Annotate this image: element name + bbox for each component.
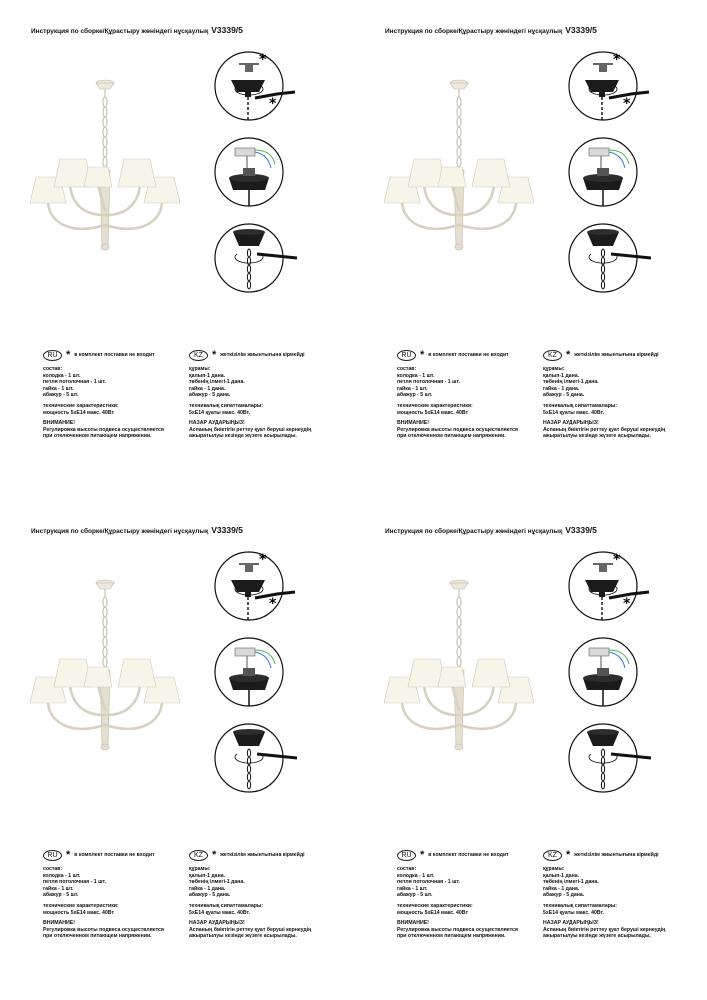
ru-composition-title: состав: (43, 366, 63, 372)
kz-star-note: жеткізілім жиынтығына кірмейді (220, 852, 305, 859)
asterisk-icon: * (613, 52, 621, 68)
kz-section: KZ * жеткізілім жиынтығына кірмейді құрамы: қалып-1 дана. төбенің ілмегі-1 дана. гайка - 1 дана. абажур - 5 дана. техникалық сипаттамалары: 5хЕ14 қуаты макс. 40Вт. НАЗАР АУДАРЫҢЫЗ! Аспаның биіктігін реттеу қуат беруші кернеудің ажыратылуы кезінде жүзеге асырылады. (189, 349, 312, 440)
asterisk-icon: * (566, 349, 571, 361)
kz-composition-title: құрамы: (543, 866, 565, 872)
kz-composition-title: құрамы: (543, 366, 565, 372)
step-1-canopy-mount (569, 552, 649, 620)
ru-badge: RU (43, 350, 62, 361)
kz-star-note: жеткізілім жиынтығына кірмейді (574, 352, 659, 359)
asterisk-icon: * (623, 96, 631, 112)
assembly-steps (207, 550, 297, 800)
kz-badge: KZ (189, 350, 208, 361)
kz-tech-title: техникалық сипаттамалары: (543, 902, 618, 909)
ru-tech-title: технические характеристики: (397, 402, 473, 409)
asterisk-icon: * (613, 552, 621, 568)
ru-tech-title: технические характеристики: (43, 902, 119, 909)
kz-section: KZ * жеткізілім жиынтығына кірмейді құрамы: қалып-1 дана. төбенің ілмегі-1 дана. гайка - 1 дана. абажур - 5 дана. техникалық сипаттамалары: 5хЕ14 қуаты макс. 40Вт. НАЗАР АУДАРЫҢЫЗ! Аспаның биіктігін реттеу қуат беруші кернеудің ажыратылуы кезінде жүзеге асырылады. (189, 849, 312, 940)
asterisk-icon: * (212, 849, 217, 861)
ru-star-note: в комплект поставки не входит (428, 852, 509, 859)
chandelier-illustration (30, 75, 180, 255)
ru-section: RU * в комплект поставки не входит состав: колодка - 1 шт. петля потолочная - 1 шт. гайка - 1 шт. абажур - 5 шт. технические характеристики: мощность 5хЕ14 макс. 40Вт ВНИМАНИЕ! Регулировка высоты подвеса осуществляется при отключенном питающем напряжении. (397, 349, 518, 440)
kz-badge: KZ (543, 350, 562, 361)
asterisk-icon: * (259, 552, 267, 568)
ru-star-note: в комплект поставки не входит (428, 352, 509, 359)
kz-star-note: жеткізілім жиынтығына кірмейді (574, 852, 659, 859)
step-1-canopy-mount (569, 52, 649, 120)
page-title: Инструкция по сборке/Құрастыру жөніндегі нұсқаулық V3339/5 (31, 25, 243, 35)
ru-tech-title: технические характеристики: (43, 402, 119, 409)
model-number: V3339/5 (211, 525, 243, 535)
ru-section: RU * в комплект поставки не входит состав: колодка - 1 шт. петля потолочная - 1 шт. гайка - 1 шт. абажур - 5 шт. технические характеристики: мощность 5хЕ14 макс. 40Вт ВНИМАНИЕ! Регулировка высоты подвеса осуществляется при отключенном питающем напряжении. (397, 849, 518, 940)
kz-badge: KZ (543, 850, 562, 861)
instruction-panel-4 (354, 500, 707, 1000)
asterisk-icon: * (259, 52, 267, 68)
ru-badge: RU (43, 850, 62, 861)
kz-warning-title: НАЗАР АУДАРЫҢЫЗ! (543, 920, 599, 927)
model-number: V3339/5 (211, 25, 243, 35)
page-title: Инструкция по сборке/Құрастыру жөніндегі нұсқаулық V3339/5 (31, 525, 243, 535)
kz-composition-title: құрамы: (189, 866, 211, 872)
kz-section: KZ * жеткізілім жиынтығына кірмейді құрамы: қалып-1 дана. төбенің ілмегі-1 дана. гайка - 1 дана. абажур - 5 дана. техникалық сипаттамалары: 5хЕ14 қуаты макс. 40Вт. НАЗАР АУДАРЫҢЫЗ! Аспаның биіктігін реттеу қуат беруші кернеудің ажыратылуы кезінде жүзеге асырылады. (543, 349, 666, 440)
ru-warning-title: ВНИМАНИЕ! (397, 420, 429, 427)
step-3-chain-adjust (569, 224, 651, 292)
kz-warning-title: НАЗАР АУДАРЫҢЫЗ! (189, 920, 245, 927)
kz-star-note: жеткізілім жиынтығына кірмейді (220, 352, 305, 359)
ru-section: RU * в комплект поставки не входит состав: колодка - 1 шт. петля потолочная - 1 шт. гайка - 1 шт. абажур - 5 шт. технические характеристики: мощность 5хЕ14 макс. 40Вт ВНИМАНИЕ! Регулировка высоты подвеса осуществляется при отключенном питающем напряжении. (43, 849, 164, 940)
chandelier-illustration (384, 575, 534, 755)
ru-section: RU * в комплект поставки не входит состав: колодка - 1 шт. петля потолочная - 1 шт. гайка - 1 шт. абажур - 5 шт. технические характеристики: мощность 5хЕ14 макс. 40Вт ВНИМАНИЕ! Регулировка высоты подвеса осуществляется при отключенном питающем напряжении. (43, 349, 164, 440)
model-number: V3339/5 (565, 525, 597, 535)
asterisk-icon: * (269, 596, 277, 612)
kz-section: KZ * жеткізілім жиынтығына кірмейді құрамы: қалып-1 дана. төбенің ілмегі-1 дана. гайка - 1 дана. абажур - 5 дана. техникалық сипаттамалары: 5хЕ14 қуаты макс. 40Вт. НАЗАР АУДАРЫҢЫЗ! Аспаның биіктігін реттеу қуат беруші кернеудің ажыратылуы кезінде жүзеге асырылады. (543, 849, 666, 940)
asterisk-icon: * (66, 349, 71, 361)
asterisk-icon: * (269, 96, 277, 112)
ru-badge: RU (397, 850, 416, 861)
step-2-wiring (569, 138, 637, 206)
step-3-chain-adjust (215, 224, 297, 292)
asterisk-icon: * (212, 349, 217, 361)
asterisk-icon: * (566, 849, 571, 861)
instruction-panel-2 (354, 0, 707, 500)
instruction-panel-3 (0, 500, 353, 1000)
kz-composition-title: құрамы: (189, 366, 211, 372)
page-title: Инструкция по сборке/Құрастыру жөніндегі нұсқаулық V3339/5 (385, 525, 597, 535)
ru-badge: RU (397, 350, 416, 361)
step-2-wiring (215, 638, 283, 706)
step-2-wiring (215, 138, 283, 206)
step-3-chain-adjust (569, 724, 651, 792)
step-2-wiring (569, 638, 637, 706)
ru-star-note: в комплект поставки не входит (74, 352, 155, 359)
model-number: V3339/5 (565, 25, 597, 35)
asterisk-icon: * (66, 849, 71, 861)
ru-star-note: в комплект поставки не входит (74, 852, 155, 859)
assembly-steps (561, 50, 651, 300)
asterisk-icon: * (420, 349, 425, 361)
asterisk-icon: * (420, 849, 425, 861)
ru-composition-title: состав: (43, 866, 63, 872)
ru-warning-title: ВНИМАНИЕ! (397, 920, 429, 927)
assembly-steps (561, 550, 651, 800)
step-3-chain-adjust (215, 724, 297, 792)
instruction-panel-1 (0, 0, 353, 500)
ru-composition-title: состав: (397, 366, 417, 372)
kz-badge: KZ (189, 850, 208, 861)
asterisk-icon: * (623, 596, 631, 612)
step-1-canopy-mount (215, 52, 295, 120)
kz-warning-title: НАЗАР АУДАРЫҢЫЗ! (189, 420, 245, 427)
chandelier-illustration (30, 575, 180, 755)
kz-warning-title: НАЗАР АУДАРЫҢЫЗ! (543, 420, 599, 427)
ru-composition-title: состав: (397, 866, 417, 872)
kz-tech-title: техникалық сипаттамалары: (189, 902, 264, 909)
page-title: Инструкция по сборке/Құрастыру жөніндегі нұсқаулық V3339/5 (385, 25, 597, 35)
assembly-steps (207, 50, 297, 300)
step-1-canopy-mount (215, 552, 295, 620)
ru-tech-title: технические характеристики: (397, 902, 473, 909)
ru-warning-title: ВНИМАНИЕ! (43, 420, 75, 427)
ru-warning-title: ВНИМАНИЕ! (43, 920, 75, 927)
chandelier-illustration (384, 75, 534, 255)
kz-tech-title: техникалық сипаттамалары: (543, 402, 618, 409)
kz-tech-title: техникалық сипаттамалары: (189, 402, 264, 409)
